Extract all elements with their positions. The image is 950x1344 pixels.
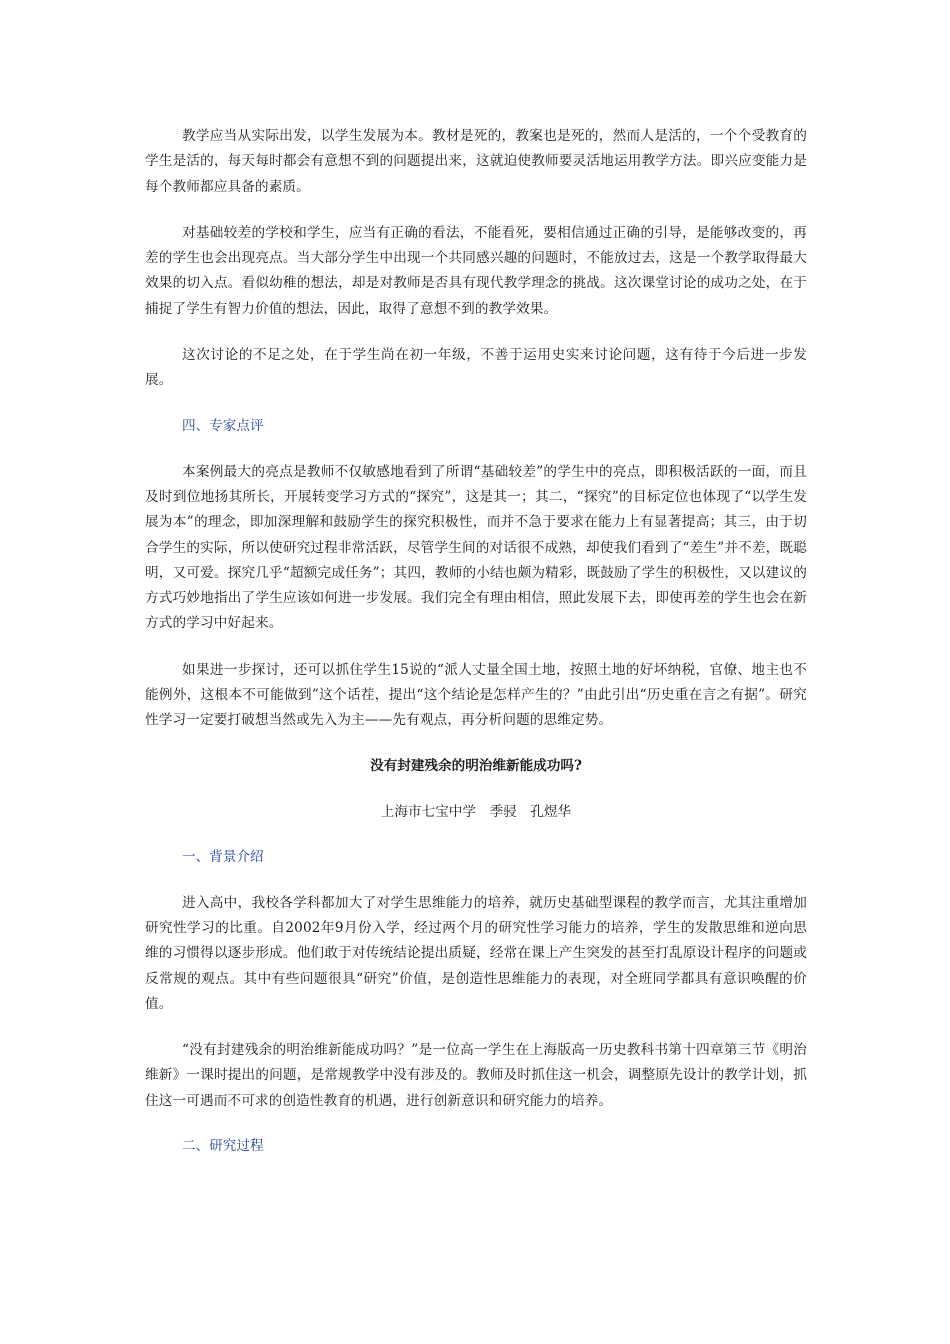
article-title: 没有封建残余的明治维新能成功吗?: [370, 757, 582, 774]
section-heading-research-process: 二、研究过程: [182, 1138, 264, 1155]
article-author: 上海市七宝中学 季骎 孔煜华: [380, 803, 572, 820]
paragraph-3: 这次讨论的不足之处，在于学生尚在初一年级，不善于运用史实来讨论问题，这有待于今后进一步发展。: [145, 347, 807, 389]
section-heading-expert-review: 四、专家点评: [182, 417, 264, 434]
section-heading-background: 一、背景介绍: [182, 848, 264, 865]
paragraph-7: “没有封建残余的明治维新能成功吗？”是一位高一学生在上海版高一历史教科书第十四章第三节《明治维新》一课时提出的问题，是常规教学中没有涉及的。教师及时抓住这一机会，调整原先设计的教学计划，抓住这一可遇而不可求的创造性教育的机遇，进行创新意识和研究能力的培养。: [145, 1042, 807, 1109]
paragraph-2: 对基础较差的学校和学生，应当有正确的看法，不能看死，要相信通过正确的引导，是能够改变的，再差的学生也会出现亮点。当大部分学生中出现一个共同感兴趣的问题时，不能放过去，这是一个教学取得最大效果的切入点。看似幼稚的想法，却是对教师是否具有现代教学理念的挑战。这次课堂讨论的成功之处，在于捕捉了学生有智力价值的想法，因此，取得了意想不到的教学效果。: [145, 224, 807, 317]
paragraph-1: 教学应当从实际出发，以学生发展为本。教材是死的，教案也是死的，然而人是活的，一个个受教育的学生是活的，每天每时都会有意想不到的问题提出来，这就迫使教师要灵活地运用教学方法。即兴应变能力是每个教师都应具备的素质。: [145, 128, 807, 195]
paragraph-4: 本案例最大的亮点是教师不仅敏感地看到了所谓“基础较差”的学生中的亮点，即积极活跃的一面，而且及时到位地扬其所长，开展转变学习方式的“探究”，这是其一；其二，“探究”的目标定位也体现了“以学生发展为本”的理念，即加深理解和鼓励学生的探究积极性，而并不急于要求在能力上有显著提高；其三，由于切合学生的实际，所以使研究过程非常活跃，尽管学生间的对话很不成熟，却使我们看到了“差生”并不差，既聪明，又可爱。探究几乎“超额完成任务”；其四，教师的小结也颇为精彩，既鼓励了学生的积极性，又以建议的方式巧妙地指出了学生应该如何进一步发展。我们完全有理由相信，照此发展下去，即使再差的学生也会在新方式的学习中好起来。: [145, 463, 807, 632]
paragraph-5: 如果进一步探讨，还可以抓住学生15说的“派人丈量全国土地，按照土地的好坏纳税，官僚、地主也不能例外，这根本不可能做到”这个话茬，提出“这个结论是怎样产生的？”由此引出“历史重在言之有据”。研究性学习一定要打破想当然或先入为主——先有观点，再分析问题的思维定势。: [145, 661, 807, 729]
paragraph-6: 进入高中，我校各学科都加大了对学生思维能力的培养，就历史基础型课程的教学而言，尤其注重增加研究性学习的比重。自2002年9月份入学，经过两个月的研究性学习能力的培养，学生的发散思维和逆向思维的习惯得以逐步形成。他们敢于对传统结论提出质疑，经常在课上产生突发的甚至打乱原设计程序的问题或反常规的观点。其中有些问题很具“研究”价值，是创造性思维能力的表现，对全班同学都具有意识唤醒的价值。: [145, 894, 807, 1012]
document-page: [145, 124, 807, 1159]
